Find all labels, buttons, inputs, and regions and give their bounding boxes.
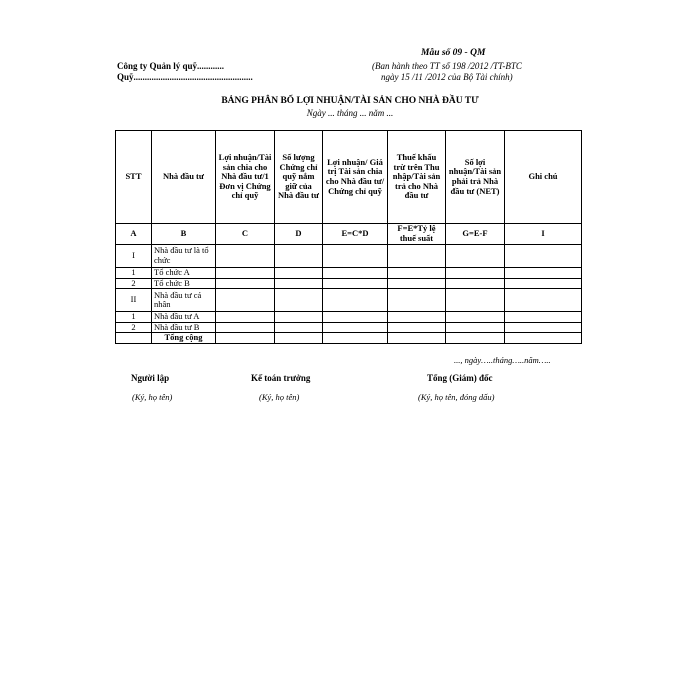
col-header-investor: Nhà đầu tư — [152, 131, 216, 224]
stt-cell: 2 — [116, 278, 152, 289]
col-header-units-held: Số lượng Chứng chỉ quỹ nắm giữ của Nhà đầu tư — [275, 131, 323, 224]
document-date: Ngày ... tháng ... năm ... — [306, 108, 394, 118]
table-row — [116, 289, 582, 312]
stt-cell: II — [116, 289, 152, 312]
table-header-row — [116, 131, 582, 224]
investor-cell: Tổ chức B — [152, 278, 216, 289]
code-cell: I — [505, 224, 582, 245]
col-header-profit-value: Lợi nhuận/ Giá trị Tài sản chia cho Nhà đầu tư/ Chứng chỉ quỹ — [323, 131, 388, 224]
code-cell: D — [275, 224, 323, 245]
code-cell: F=E*Tỷ lệ thuế suất — [388, 224, 446, 245]
code-cell: A — [116, 224, 152, 245]
preparer-title: Người lập — [131, 373, 170, 383]
col-header-net-payable: Số lợi nhuận/Tài sản phải trả Nhà đầu tư (NET) — [446, 131, 505, 224]
chief-accountant-title: Kế toán trưởng — [251, 373, 311, 383]
document-title: BẢNG PHÂN BỔ LỢI NHUẬN/TÀI SẢN CHO NHÀ ĐẦU TƯ — [221, 96, 479, 106]
total-label: Tổng cộng — [152, 333, 216, 344]
director-title: Tổng (Giám) đốc — [427, 373, 493, 383]
issued-by-line-2: ngày 15 /11 /2012 của Bộ Tài chính) — [381, 72, 513, 82]
table-row — [116, 312, 582, 323]
company-line: Công ty Quản lý quỹ............ — [117, 61, 225, 71]
chief-accountant-note: (Ký, họ tên) — [259, 392, 300, 402]
investor-cell: Nhà đầu tư B — [152, 322, 216, 333]
table-row — [116, 278, 582, 289]
investor-cell: Nhà đầu tư A — [152, 312, 216, 323]
col-header-stt: STT — [116, 131, 152, 224]
col-header-profit-per-unit: Lợi nhuận/Tài sản chia cho Nhà đầu tư/1 Đơn vị Chứng chỉ quỹ — [216, 131, 275, 224]
table-code-row — [116, 224, 582, 245]
col-header-notes: Ghi chú — [505, 131, 582, 224]
stt-cell: 1 — [116, 312, 152, 323]
issued-by-line-1: (Ban hành theo TT số 198 /2012 /TT-BTC — [372, 61, 522, 71]
code-cell: B — [152, 224, 216, 245]
code-cell: C — [216, 224, 275, 245]
col-header-tax-withheld: Thuế khấu trừ trên Thu nhập/Tài sản trả cho Nhà đầu tư — [388, 131, 446, 224]
table-row — [116, 268, 582, 279]
table-row — [116, 322, 582, 333]
investor-cell: Tổ chức A — [152, 268, 216, 279]
stt-cell: 1 — [116, 268, 152, 279]
form-number: Mẫu số 09 - QM — [421, 48, 486, 58]
stt-cell: 2 — [116, 322, 152, 333]
table-row — [116, 245, 582, 268]
signing-date-line: ..., ngày…..tháng…..năm….. — [454, 355, 551, 365]
stt-cell: I — [116, 245, 152, 268]
allocation-table — [115, 130, 582, 344]
table-total-row — [116, 333, 582, 344]
investor-cell: Nhà đầu tư cá nhân — [152, 289, 216, 312]
director-note: (Ký, họ tên, đóng dấu) — [418, 392, 495, 402]
investor-cell: Nhà đầu tư là tổ chức — [152, 245, 216, 268]
code-cell: E=C*D — [323, 224, 388, 245]
preparer-note: (Ký, họ tên) — [132, 392, 173, 402]
fund-line: Quỹ..................................................... — [117, 72, 253, 82]
code-cell: G=E-F — [446, 224, 505, 245]
